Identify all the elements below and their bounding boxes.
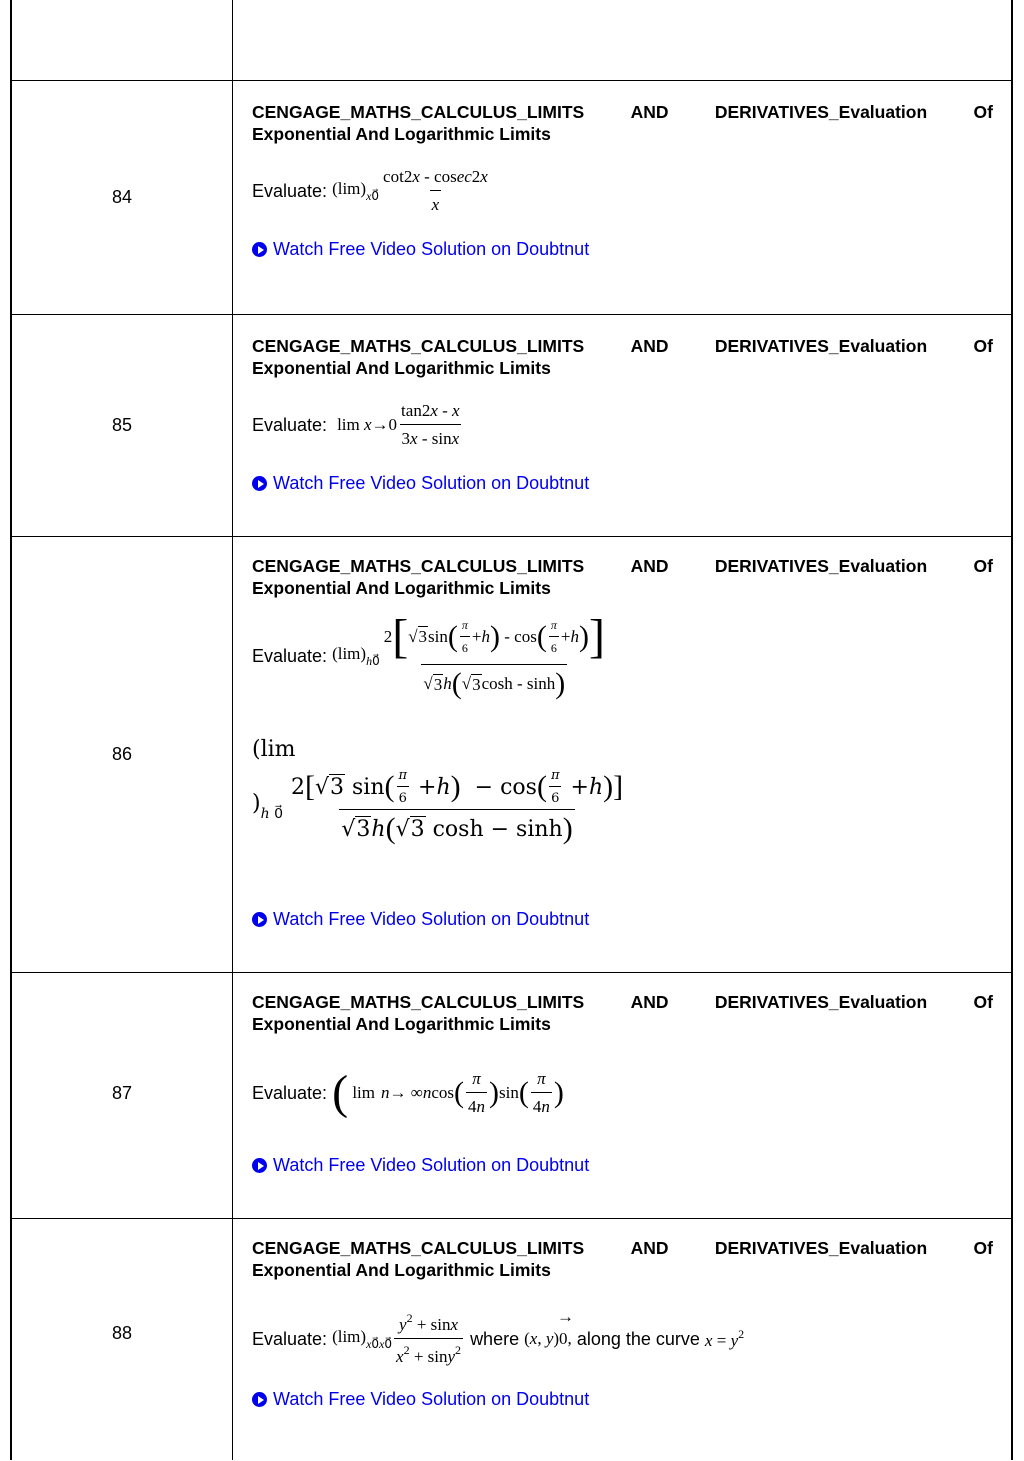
question-heading: CENGAGE_MATHS_CALCULUS_LIMITS AND DERIVATIVES_Evaluation Of Exponential And Logarithmic Limits	[252, 556, 993, 598]
question-heading: CENGAGE_MATHS_CALCULUS_LIMITS AND DERIVATIVES_Evaluation Of Exponential And Logarithmic Limits	[252, 1238, 993, 1280]
table-row	[12, 314, 1011, 537]
questions-table	[10, 0, 1013, 1460]
play-icon	[252, 912, 267, 927]
play-icon	[252, 476, 267, 491]
question-heading: CENGAGE_MATHS_CALCULUS_LIMITS AND DERIVATIVES_Evaluation Of Exponential And Logarithmic Limits	[252, 336, 993, 378]
table-row	[12, 536, 1011, 973]
table-row	[12, 1218, 1011, 1461]
watch-video-link[interactable]: Watch Free Video Solution on Doubtnut	[252, 909, 589, 930]
question-text: Evaluate: $(\lim)_{x0⃗x0⃗}$ $\frac{y^2 + \sin x}{x^2 + \sin y^2}$ where (x, y)0 → , along the curve $x = y^2$	[252, 1307, 745, 1366]
question-number: 87	[111, 1083, 133, 1103]
question-heading: CENGAGE_MATHS_CALCULUS_LIMITS AND DERIVATIVES_Evaluation Of Exponential And Logarithmic Limits	[252, 102, 993, 144]
table-row	[12, 80, 1011, 315]
play-icon	[252, 1158, 267, 1173]
table-row	[12, 0, 1011, 80]
watch-video-link[interactable]: Watch Free Video Solution on Doubtnut	[252, 1389, 589, 1410]
question-heading: CENGAGE_MATHS_CALCULUS_LIMITS AND DERIVATIVES_Evaluation Of Exponential And Logarithmic Limits	[252, 992, 993, 1034]
play-icon	[252, 1392, 267, 1407]
question-number: 85	[111, 415, 133, 435]
question-text: Evaluate: lim x→0 $\frac{\tan 2x - x}{3x - \sin x}$	[252, 401, 460, 448]
question-text: Evaluate: $(\lim)_{x0⃗}$ $\frac{\cot 2x - cosec2x}{x}$	[252, 167, 488, 214]
question-number: 86	[111, 744, 133, 764]
question-text-tex: (lim )$_{h 0⃗}$ 2 [ √ 3 sin ( $\frac{\pi}{6}$ + h ) − cos ( $\frac{\pi}{6}$ + h ) ] √ 3 h ( √ 3 cosh − sinh )	[252, 737, 624, 845]
question-number: 88	[111, 1323, 133, 1343]
watch-video-link[interactable]: Watch Free Video Solution on Doubtnut	[252, 473, 589, 494]
table-row	[12, 972, 1011, 1219]
question-number: 84	[111, 187, 133, 207]
question-text: Evaluate: ( lim n → ∞ n cos ( $\frac{\pi}{4n}$ ) sin ( $\frac{\pi}{4n}$ )	[252, 1066, 564, 1119]
watch-video-link[interactable]: Watch Free Video Solution on Doubtnut	[252, 239, 589, 260]
question-text: Evaluate: $(\lim)_{h0⃗}$ 2 [ √3sin ( $\frac{\pi}{6}$ + h ) - cos ( $\frac{\pi}{6}$ + h ) ] √ 3 h ( √ 3 cosh - sinh )	[252, 610, 605, 700]
play-icon	[252, 242, 267, 257]
watch-video-link[interactable]: Watch Free Video Solution on Doubtnut	[252, 1155, 589, 1176]
